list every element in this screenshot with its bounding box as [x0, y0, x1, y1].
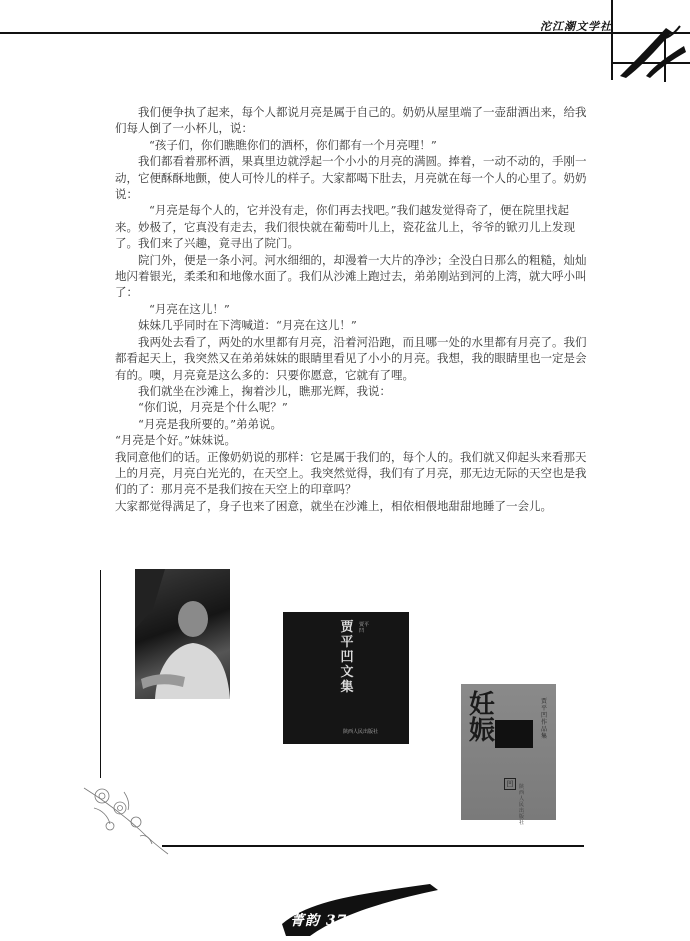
article-paragraph: “孩子们，你们瞧瞧你们的酒杯，你们都有一个月亮哩！” [149, 137, 437, 152]
book2-dark-block [495, 720, 533, 748]
article-body [115, 104, 590, 514]
article-paragraph: “月亮在这儿！” [149, 301, 230, 316]
article-paragraph: “你们说，月亮是个什么呢？” [138, 400, 288, 415]
book1-title: 贾平凹文集 [340, 620, 354, 695]
book1-publisher: 陕西人民出版社 [343, 729, 379, 735]
article-paragraph: 我两处去看了，两处的水里都有月亮，沿着河沿跑，而且哪一处的水里都有月亮了。我们都看起天上，我突然又在弟弟妹妹的眼睛里看见了小小的月亮。我想，我的眼睛里也一定是会有的。噢，月亮竟是这么多的：只要你愿意，它就有了哩。 [115, 334, 587, 382]
flower-sketch-icon [80, 778, 170, 858]
article-paragraph: 院门外，便是一条小河。河水细细的，却漫着一大片的净沙；全没白日那么的粗糙，灿灿地闪着银光，柔柔和和地像水面了。我们从沙滩上跑过去，弟弟刚站到河的上湾，就大呼小叫了： [115, 252, 587, 300]
article-paragraph: “月亮是个好。”妹妹说。 [115, 433, 237, 448]
book2-subtitle: 贾平凹作品集 [541, 698, 548, 740]
page-number-label: 菁韵 37 [290, 913, 348, 929]
book1-author: 贾平凹 [359, 622, 370, 634]
article-paragraph: 大家都觉得满足了，身子也来了困意，就坐在沙滩上，相依相偎地甜甜地睡了一会儿。 [115, 498, 552, 513]
book-cover-pregnancy [461, 684, 556, 826]
article-paragraph: 我们都看着那杯酒，果真里边就浮起一个小小的月亮的满圆。捧着，一动不动的，手刚一动，它便酥酥地颤，使人可怜儿的样子。大家都喝下肚去，月亮就在每一个人的心里了。奶奶说： [115, 154, 587, 202]
article-paragraph: 我同意他们的话。正像奶奶说的那样：它是属于我们的，每个人的。我们就又仰起头来看那天上的月亮，月亮白光光的，在天空上。我突然觉得，我们有了月亮，那无边无际的天空也是我们的了：那月亮不是我们按在天空上的印章吗？ [115, 449, 587, 497]
article-paragraph: “月亮是我所要的。”弟弟说。 [138, 416, 283, 431]
book2-publisher: 陕西人民出版社 [519, 784, 525, 826]
article-paragraph: 我们就坐在沙滩上，掬着沙儿，瞧那光辉，我说： [138, 383, 391, 398]
book2-title: 妊娠 [469, 690, 496, 746]
author-portrait-photo [135, 569, 230, 699]
figure-vertical-rule [100, 570, 101, 778]
article-paragraph: 我们便争执了起来，每个人都说月亮是属于自己的。奶奶从屋里端了一壶甜酒出来，给我们每人倒了一小杯儿，说： [115, 105, 587, 136]
book2-seal: 凹 [504, 778, 516, 790]
brush-logo-icon [616, 20, 688, 80]
bottom-rule [162, 845, 584, 847]
article-paragraph: “月亮是每个人的，它并没有走，你们再去找吧。”我们越发觉得奇了，便在院里找起来。妙极了，它真没有走去，我们很快就在葡萄叶儿上，瓷花盆儿上，爷爷的锨刃儿上发现了。我们来了兴趣，竟寻出了院门。 [115, 203, 575, 251]
article-paragraph: 妹妹几乎同时在下湾喊道：“月亮在这儿！” [138, 318, 357, 333]
magazine-title: 沱江潮文学社 [540, 20, 612, 33]
header-vertical-rule [611, 0, 613, 80]
book-cover-collected-works [283, 612, 409, 744]
